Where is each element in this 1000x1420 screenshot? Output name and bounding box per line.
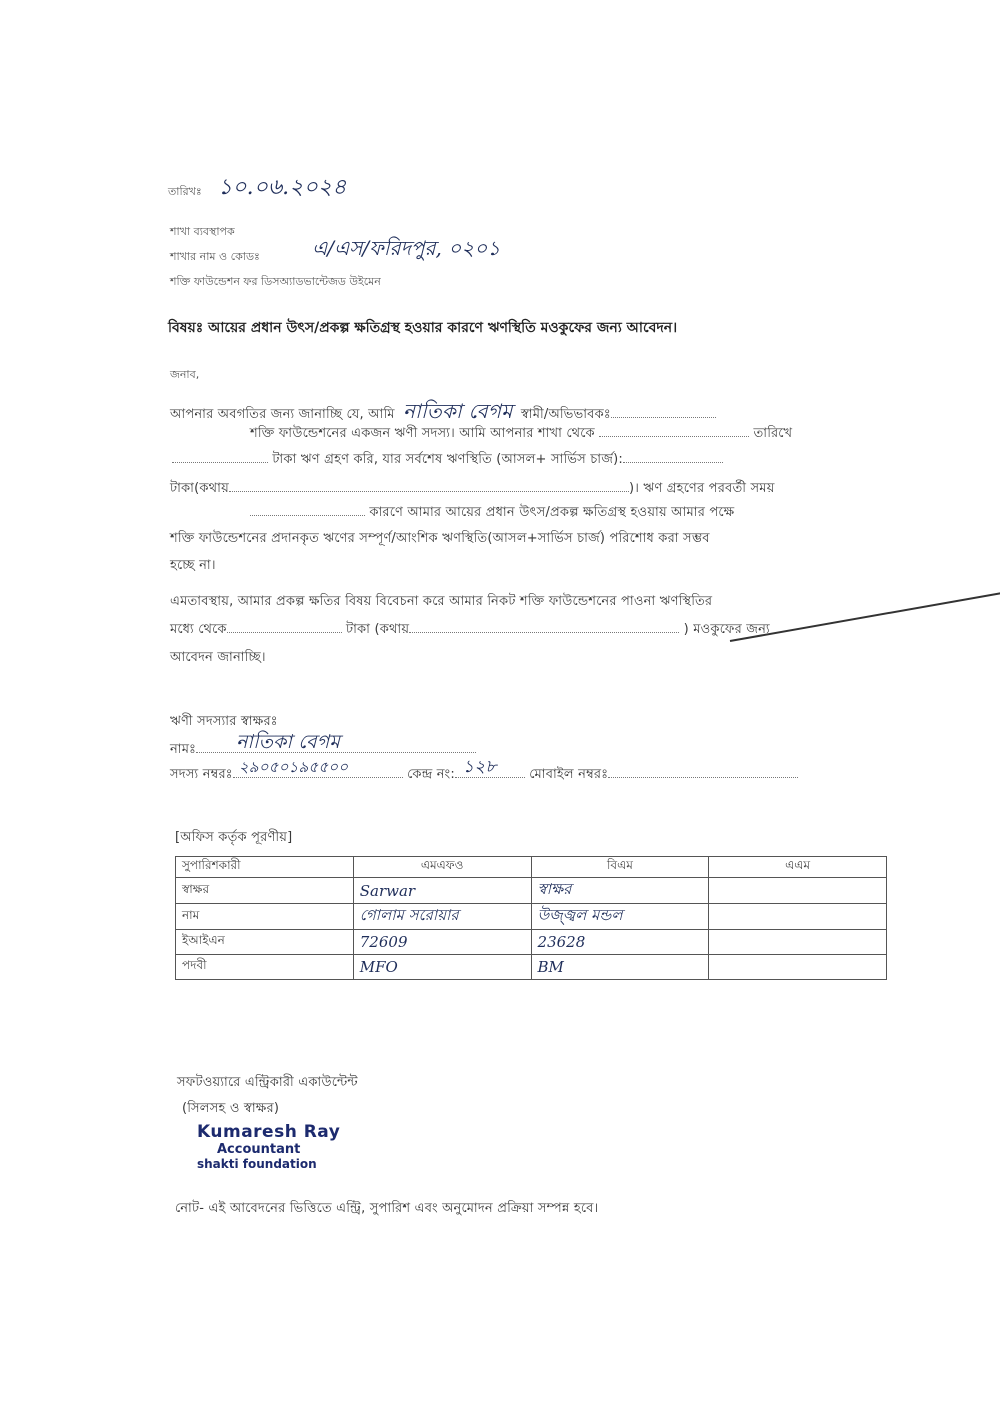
paragraph-1-line-6: শক্তি ফাউন্ডেশনের প্রদানকৃত ঋণের সম্পূর্ণ/আংশিক ঋণস্থিতি(আসল+সার্ভিস চার্জ) পরিশোধ করা সম্ভব [170,531,710,546]
paragraph-1-line-5 [250,503,734,524]
member-number-value: ২৯০৫০১৯৫৫০০ [238,758,349,776]
row-label-signature: স্বাক্ষর [176,878,354,904]
p2-text-b: মধ্যে থেকে [170,622,227,637]
mfo-designation: MFO [353,955,531,980]
paragraph-1-line-3 [172,450,723,471]
paragraph-1-line-4 [170,479,775,500]
table-row [176,878,887,904]
stamp-organization: shakti foundation [197,1157,317,1171]
seal-signature-line: (সিলসহ ও স্বাক্ষর) [182,1101,280,1116]
paragraph-2-line-1: এমতাবস্থায়, আমার প্রকল্প ক্ষতির বিষয় বিবেচনা করে আমার নিকট শক্তি ফাউন্ডেশনের পাওনা ঋণস্থিতির [170,594,713,609]
organization-line: শক্তি ফাউন্ডেশন ফর ডিসঅ্যাডভান্টেজড উইমেন [170,275,381,288]
paragraph-1-line-7: হচ্ছে না। [170,558,216,573]
amount-in-words-blank [229,481,629,492]
recommendation-table [175,856,887,980]
applicant-number-row [170,757,798,786]
recipient-line: শাখা ব্যবস্থাপক [170,225,235,238]
date-label: তারিখঃ [168,185,202,198]
footer-note: নোট- এই আবেদনের ভিত্তিতে এন্ট্রি, সুপারিশ এবং অনুমোদন প্রক্রিয়া সম্পন্ন হবে। [175,1201,599,1216]
center-field [455,757,525,778]
p1-text-h: কারণে আমার আয়ের প্রধান উৎস/প্রকল্প ক্ষতিগ্রস্থ হওয়ায় আমার পক্ষে [369,505,735,520]
p1-text-f: টাকা(কথায় [170,481,229,496]
p2-text-d: ) মওকুফের জন্য [683,622,770,637]
table-row [176,904,887,930]
reason-blank [250,505,365,516]
applicant-name-handwritten: নাতিকা বেগম [403,399,513,423]
am-ein [709,930,887,955]
center-label: কেন্দ্র নং: [407,767,455,782]
stamp-title: Accountant [217,1142,301,1157]
p1-text-b: স্বামী/অভিভাবকঃ [520,407,611,422]
paragraph-2-line-2 [170,620,770,641]
header-am: এএম [709,857,887,878]
am-designation [709,955,887,980]
mfo-name: গোলাম সরোয়ার [353,904,531,930]
guardian-blank [611,407,716,418]
mobile-label: মোবাইল নম্বরঃ [529,767,609,782]
accountant-line: সফটওয়্যারে এন্ট্রিকারী একাউন্টেন্ট [177,1075,358,1090]
bm-designation: BM [531,955,709,980]
date-value: ১০.০৬.২০২৪ [218,175,347,200]
am-name [709,904,887,930]
header-mfo: এমএফও [353,857,531,878]
applicant-name-field [196,731,476,753]
p1-text-e: টাকা ঋণ গ্রহণ করি, যার সর্বশেষ ঋণস্থিতি (আসল+ সার্ভিস চার্জ): [272,452,623,467]
header-recommender: সুপারিশকারী [176,857,354,878]
table-row [176,955,887,980]
row-label-ein: ইআইএন [176,930,354,955]
p2-text-c: টাকা (কথায় [346,622,410,637]
row-label-designation: পদবী [176,955,354,980]
am-signature [709,878,887,904]
salutation: জনাব, [170,368,200,381]
applicant-name-label: নামঃ [170,742,197,757]
branch-label: শাখার নাম ও কোডঃ [170,250,260,263]
paragraph-2-line-3: আবেদন জানাচ্ছি। [170,650,266,665]
loan-date-blank [599,426,749,437]
mfo-ein: 72609 [353,930,531,955]
bm-ein: 23628 [531,930,709,955]
outstanding-blank [623,452,723,463]
member-number-label: সদস্য নম্বরঃ [170,767,233,782]
pen-stroke [730,591,1000,642]
applicant-name-value: নাতিকা বেগম [236,731,341,753]
accountant-stamp [197,1122,340,1171]
header-bm: বিএম [531,857,709,878]
bm-name: উজ্জ্বল মন্ডল [531,904,709,930]
bm-signature: স্বাক্ষর [531,878,709,904]
subject-line: বিষয়ঃ আয়ের প্রধান উৎস/প্রকল্প ক্ষতিগ্রস্থ হওয়ার কারণে ঋণস্থিতি মওকুফের জন্য আবেদন। [168,320,678,336]
mfo-signature: Sarwar [353,878,531,904]
stamp-name: Kumaresh Ray [197,1122,341,1142]
p1-text-a: আপনার অবগতির জন্য জানাচ্ছি যে, আমি [170,407,395,422]
p1-text-g: )। ঋণ গ্রহণের পরবর্তী সময় [628,481,775,496]
table-header-row [176,857,887,878]
row-label-name: নাম [176,904,354,930]
waiver-amount-blank [227,622,342,633]
paragraph-1-line-2 [250,424,792,445]
member-number-field [233,758,403,778]
center-value: ১২৮ [462,757,497,777]
waiver-words-blank [409,622,679,633]
branch-value: এ/এস/ফরিদপুর, ০২০১ [312,236,501,260]
p1-text-d: তারিখে [753,426,793,441]
table-row [176,930,887,955]
applicant-signature-label: ঋণী সদস্যার স্বাক্ষরঃ [170,714,278,729]
p1-text-c: শক্তি ফাউন্ডেশনের একজন ঋণী সদস্য। আমি আপনার শাখা থেকে [250,426,595,441]
loan-amount-blank [172,452,268,463]
office-use-caption: [অফিস কর্তৃক পূরণীয়] [175,830,293,845]
mobile-blank [608,767,798,778]
